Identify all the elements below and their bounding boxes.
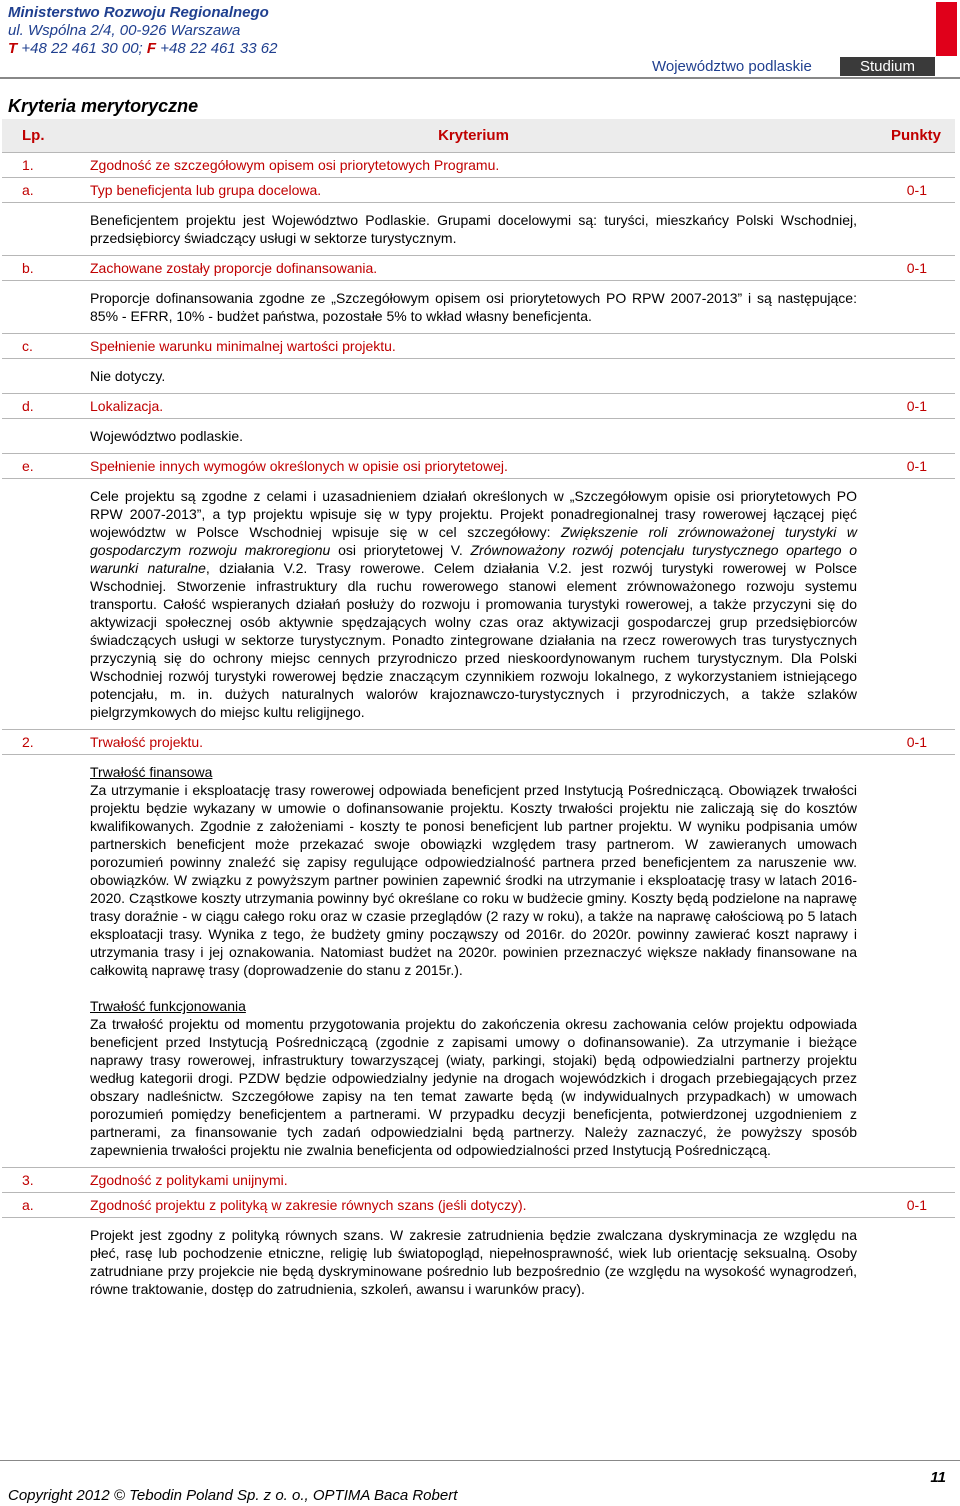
row-criterion: Spełnienie warunku minimalnej wartości projektu.: [82, 334, 865, 359]
ministry-name: Ministerstwo Rozwoju Regionalnego: [8, 4, 269, 21]
row-description: [82, 755, 865, 1168]
row-criterion: Zgodność projektu z polityką w zakresie równych szans (jeśli dotyczy).: [82, 1193, 865, 1218]
table-row: [2, 394, 955, 419]
row-points: 0-1: [865, 256, 955, 281]
ministry-address: ul. Wspólna 2/4, 00-926 Warszawa: [8, 22, 241, 39]
row-description: Beneficjentem projektu jest Województwo Podlaskie. Grupami docelowymi są: turyści, mieszkańcy Polski Wschodniej, przedsiębiorcy świadczący usługi w sektorze turystycznym.: [82, 203, 865, 256]
table-row: [2, 256, 955, 281]
table-row-description: [2, 203, 955, 256]
table-row: [2, 334, 955, 359]
subheading-functional-durability: Trwałość funkcjonowania: [90, 998, 246, 1014]
row-lp: d.: [2, 394, 82, 419]
table-row-description: [2, 479, 955, 730]
table-row: [2, 153, 955, 178]
row-points: 0-1: [865, 454, 955, 479]
ministry-phone: [8, 40, 277, 58]
document-header: [8, 4, 277, 58]
row-description: Województwo podlaskie.: [82, 419, 865, 454]
table-row: [2, 454, 955, 479]
criteria-table: [2, 119, 955, 1306]
row-points: [865, 1168, 955, 1193]
header-divider: [0, 77, 960, 79]
table-row: [2, 1168, 955, 1193]
table-row: [2, 178, 955, 203]
studium-tab: Studium: [840, 57, 935, 76]
row-lp: a.: [2, 178, 82, 203]
row-lp: a.: [2, 1193, 82, 1218]
row-criterion: Typ beneficjenta lub grupa docelowa.: [82, 178, 865, 203]
row-lp: 3.: [2, 1168, 82, 1193]
col-lp-header: Lp.: [2, 119, 82, 153]
table-row: [2, 1193, 955, 1218]
row-description: Nie dotyczy.: [82, 359, 865, 394]
row-points: [865, 334, 955, 359]
row-lp: e.: [2, 454, 82, 479]
table-row-description: [2, 359, 955, 394]
table-row-description: [2, 419, 955, 454]
table-row-description: [2, 1218, 955, 1307]
table-row-description: [2, 281, 955, 334]
row-lp: 1.: [2, 153, 82, 178]
functional-durability-text: Za trwałość projektu od momentu przygotowania projektu do zakończenia okresu zachowania celów projektu odpowiada beneficjent przed Instytucją Pośredniczącą (zgodnie z zapisami umowy o dofinansowanie). Za utrzymanie i bieżące naprawy trasy rowerowej, infrastruktury towarzyszącej (wiaty, parkingi, stojaki) będą odpowiedzialni partnerzy projektu według kategorii drogi. PZDW będzie odpowiedzialny jedynie na drogach wojewódzkich i drogach przebiegających przez obszary nadleśnictw. Szczegółowe zapisy na ten temat zawarte będą (w indywidualnych przypadkach) w umowach porozumień pomiędzy beneficjentem a partnerami. W przypadku decyzji beneficjenta, potwierdzonej uzgodnieniem z partnerami, za finansowanie tych zadań odpowiedzialni będą partnerzy. Należy zaznaczyć, że powyższy sposób zapewnienia trwałości projektu nie zwalnia beneficjenta od odpowiedzialności przed Instytucją Pośredniczącą.: [90, 1016, 857, 1158]
row-description: Cele projektu są zgodne z celami i uzasadnieniem działań określonych w „Szczegółowym opisie osi priorytetowych PO RPW 2007-2013”, a typ projektu wpisuje się w typy projektu. Projekt ponadregionalnej trasy rowerowej łączącej pięć województw w Polsce Wschodniej wpisuje się w cel szczegółowy: Zwiększenie roli zrównoważonej turystyki w gospodarczym rozwoju makroregionu osi priorytetowej V. Zrównoważony rozwój potencjału turystycznego opartego o warunki naturalne, działania V.2. Trasy rowerowe. Celem działania V.2. jest rozwój turystyki rowerowej w Polsce Wschodniej. Stworzenie infrastruktury dla ruchu rowerowego stanowi element zrównoważonego rozwoju systemu transportu. Całość wspieranych działań posłuży do rozwoju i promowania turystyki rowerowej, a także przyczyni się do aktywizacji społecznej osób aktywnie spędzających wolny czas oraz aktywizacji gospodarczej grup przedsiębiorców świadczących usługi w sektorze turystycznym. Ponadto zintegrowane działania na rzecz rowerowych tras turystycznych przyczynią się do ochrony miejsc cennych przyrodniczo przed nieskoordynowanym ruchem turystycznym. Dla Polski Wschodniej rozwój turystyki rowerowej będzie znaczącym czynnikiem rozwoju lokalnego, z wykorzystaniem istniejącego potencjału, m. in. dużych naturalnych walorów krajoznawczo-turystycznych i przyrodniczych, a także szlaków pielgrzymkowych do miejsc kultu religijnego.: [82, 479, 865, 730]
row-criterion: Trwałość projektu.: [82, 730, 865, 755]
phone-t-number: +48 22 461 30 00;: [21, 40, 143, 57]
brand-red-block: [936, 2, 957, 56]
row-lp: 2.: [2, 730, 82, 755]
section-title: Kryteria merytoryczne: [8, 96, 199, 116]
phone-t-label: T: [8, 40, 18, 57]
footer-copyright: Copyright 2012 © Tebodin Poland Sp. z o. o., OPTIMA Baca Robert: [8, 1487, 458, 1504]
page-number: 11: [930, 1469, 946, 1486]
region-label: Województwo podlaskie: [652, 58, 812, 75]
row-criterion: Lokalizacja.: [82, 394, 865, 419]
col-criterion-header: Kryterium: [82, 119, 865, 153]
row-criterion: Zgodność z politykami unijnymi.: [82, 1168, 865, 1193]
table-row: [2, 730, 955, 755]
footer-divider: [0, 1460, 960, 1461]
table-header-row: [2, 119, 955, 153]
phone-f-label: F: [146, 40, 157, 57]
table-row-description: [2, 755, 955, 1168]
row-criterion: Zachowane zostały proporcje dofinansowania.: [82, 256, 865, 281]
subheading-financial-durability: Trwałość finansowa: [90, 764, 213, 780]
row-lp: b.: [2, 256, 82, 281]
row-description: Proporcje dofinansowania zgodne ze „Szczegółowym opisem osi priorytetowych PO RPW 2007-2013” i są następujące: 85% - EFRR, 10% - budżet państwa, pozostałe 5% to wkład własny beneficjenta.: [82, 281, 865, 334]
col-points-header: Punkty: [865, 119, 955, 153]
row-points: 0-1: [865, 730, 955, 755]
row-points: 0-1: [865, 1193, 955, 1218]
financial-durability-text: Za utrzymanie i eksploatację trasy rowerowej odpowiada beneficjent przed Instytucją Pośredniczącą. Obowiązek trwałości projektu będzie wykazany w umowie o dofinansowanie projektu. Koszty trwałości projektu nie zaliczają się do kosztów kwalifikowanych. Zgodnie z założeniami - koszty te ponosi beneficjent lub partner projektu. W wyniku podpisania umów partnerskich beneficjent może przekazać swoje obowiązki względem trasy partnerom. W zawieranych umowach porozumień powinny znaleźć się zapisy regulujące odpowiedzialność partnera przed beneficjentem za naruszenie ww. obowiązków. W związku z powyższym partner powinien zapewnić środki na utrzymanie i eksploatację trasy w latach 2016-2020. Cząstkowe koszty utrzymania powinny być określane co roku w budżecie gminy. Koszty będą podzielone na naprawę trasy doraźnie - w ciągu całego roku oraz w czasie przeglądów (2 razy w roku), a także na naprawę całościową po 5 latach eksploatacji trasy. Wynika z tego, że budżety gminy począwszy od 2016r. do 2020r. powinny zawierać koszt naprawy i utrzymania trasy i jej oznakowania. Natomiast budżet na 2020r. powinien przeznaczyć większe nakłady finansowane na całkowitą naprawę trasy (doprowadzenie do stanu z 2015r.).: [90, 782, 857, 978]
row-points: 0-1: [865, 394, 955, 419]
row-criterion: Spełnienie innych wymogów określonych w opisie osi priorytetowej.: [82, 454, 865, 479]
row-description: Projekt jest zgodny z polityką równych szans. W zakresie zatrudnienia będzie zwalczana dyskryminacja ze względu na płeć, rasę lub pochodzenie etniczne, religię lub światopogląd, niepełnosprawność, wiek lub orientację seksualną. Osoby zatrudniane przy projekcie nie będą dyskryminowane pośrednio lub bezpośrednio (ze względu na wysokość wynagrodzeń, równe traktowanie, dostęp do zatrudnienia, szkoleń, awansu i warunków pracy).: [82, 1218, 865, 1307]
row-points: [865, 153, 955, 178]
row-points: 0-1: [865, 178, 955, 203]
row-criterion: Zgodność ze szczegółowym opisem osi priorytetowych Programu.: [82, 153, 865, 178]
phone-f-number: +48 22 461 33 62: [160, 40, 278, 57]
row-lp: c.: [2, 334, 82, 359]
